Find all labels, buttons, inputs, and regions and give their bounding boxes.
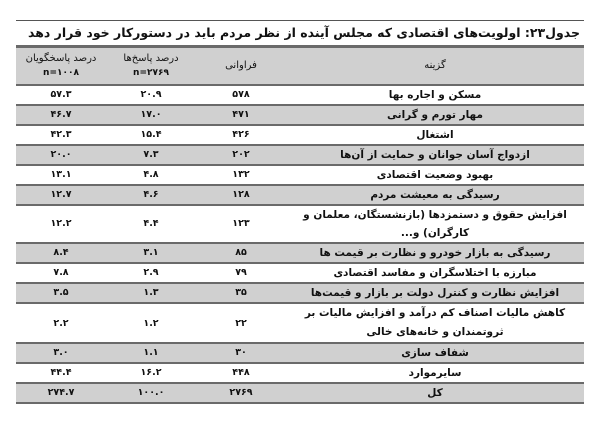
table-row xyxy=(16,105,584,125)
table-row xyxy=(16,165,584,185)
row-frequency: ۴۷۱ xyxy=(196,105,286,125)
total-pct-respondents: ۲۷۴.۷ xyxy=(16,383,106,403)
table-row xyxy=(16,145,584,165)
row-label: ازدواج آسان جوانان و حمایت از آن‌ها xyxy=(286,145,584,165)
row-pct-answers: ۳.۱ xyxy=(106,243,196,263)
row-pct-respondents: ۷.۸ xyxy=(16,263,106,283)
table-row xyxy=(16,303,584,343)
row-pct-answers: ۴.۸ xyxy=(106,165,196,185)
table-row xyxy=(16,125,584,145)
row-label: بهبود وضعیت اقتصادی xyxy=(286,165,584,185)
row-label: مهار تورم و گرانی xyxy=(286,105,584,125)
table-row xyxy=(16,283,584,303)
row-frequency: ۸۵ xyxy=(196,243,286,263)
header-pct-answers-label: درصد پاسخ‌ها xyxy=(123,53,179,64)
table-row xyxy=(16,363,584,383)
header-frequency: فراوانی xyxy=(196,47,286,86)
table-row xyxy=(16,185,584,205)
header-pct-answers-n: n=۲۷۶۹ xyxy=(133,68,169,78)
row-pct-answers: ۱.۲ xyxy=(106,303,196,343)
row-frequency: ۲۲ xyxy=(196,303,286,343)
header-pct-respondents-n: n=۱۰۰۸ xyxy=(43,68,79,78)
row-pct-answers: ۱.۳ xyxy=(106,283,196,303)
total-frequency: ۲۷۶۹ xyxy=(196,383,286,403)
row-pct-respondents: ۴۲.۳ xyxy=(16,125,106,145)
table-row xyxy=(16,205,584,243)
row-label: شفاف سازی xyxy=(286,343,584,363)
total-label: کل xyxy=(286,383,584,403)
row-pct-answers: ۱.۱ xyxy=(106,343,196,363)
row-pct-respondents: ۱۲.۷ xyxy=(16,185,106,205)
economic-priorities-table xyxy=(16,45,584,404)
row-pct-respondents: ۳.۰ xyxy=(16,343,106,363)
header-pct-answers xyxy=(106,47,196,86)
row-frequency: ۱۳۲ xyxy=(196,165,286,185)
total-pct-answers: ۱۰۰.۰ xyxy=(106,383,196,403)
row-pct-respondents: ۱۳.۱ xyxy=(16,165,106,185)
row-label: رسیدگی به معیشت مردم xyxy=(286,185,584,205)
header-row xyxy=(16,47,584,86)
row-label: سایرموارد xyxy=(286,363,584,383)
row-pct-respondents: ۵۷.۳ xyxy=(16,85,106,105)
row-pct-answers: ۷.۳ xyxy=(106,145,196,165)
table-title: جدول۲۳: اولویت‌های اقتصادی که مجلس آینده از نظر مردم باید در دستورکار خود قرار دهد xyxy=(27,25,580,40)
row-frequency: ۵۷۸ xyxy=(196,85,286,105)
header-option: گزینه xyxy=(286,47,584,86)
row-frequency: ۴۴۸ xyxy=(196,363,286,383)
row-pct-answers: ۴.۴ xyxy=(106,205,196,243)
row-frequency: ۲۰۲ xyxy=(196,145,286,165)
table-row xyxy=(16,85,584,105)
row-pct-respondents: ۴۴.۴ xyxy=(16,363,106,383)
table-row xyxy=(16,343,584,363)
row-frequency: ۳۰ xyxy=(196,343,286,363)
row-pct-respondents: ۸.۴ xyxy=(16,243,106,263)
row-pct-answers: ۱۵.۴ xyxy=(106,125,196,145)
row-pct-respondents: ۱۲.۲ xyxy=(16,205,106,243)
row-label: مبارزه با اختلاسگران و مفاسد اقتصادی xyxy=(286,263,584,283)
row-frequency: ۱۲۳ xyxy=(196,205,286,243)
row-pct-answers: ۱۶.۲ xyxy=(106,363,196,383)
row-pct-answers: ۲۰.۹ xyxy=(106,85,196,105)
row-pct-respondents: ۴۶.۷ xyxy=(16,105,106,125)
row-label: کاهش مالیات اصناف کم درآمد و افزایش مالیات بر ثروتمندان و خانه‌های خالی xyxy=(286,303,584,343)
row-label: رسیدگی به بازار خودرو و نظارت بر قیمت ها xyxy=(286,243,584,263)
table-row xyxy=(16,243,584,263)
row-pct-answers: ۴.۶ xyxy=(106,185,196,205)
row-label: اشتغال xyxy=(286,125,584,145)
table-row xyxy=(16,263,584,283)
table-document xyxy=(16,20,584,404)
header-pct-respondents-label: درصد پاسخگویان xyxy=(25,53,97,64)
row-frequency: ۴۲۶ xyxy=(196,125,286,145)
row-pct-answers: ۲.۹ xyxy=(106,263,196,283)
row-label: افزایش نظارت و کنترل دولت بر بازار و قیمت‌ها xyxy=(286,283,584,303)
row-pct-answers: ۱۷.۰ xyxy=(106,105,196,125)
row-pct-respondents: ۲.۲ xyxy=(16,303,106,343)
total-row xyxy=(16,383,584,403)
header-pct-respondents xyxy=(16,47,106,86)
row-frequency: ۳۵ xyxy=(196,283,286,303)
row-label: افزایش حقوق و دستمزدها (بازنشستگان، معلمان و کارگران) و... xyxy=(286,205,584,243)
row-pct-respondents: ۲۰.۰ xyxy=(16,145,106,165)
row-label: مسکن و اجاره بها xyxy=(286,85,584,105)
row-pct-respondents: ۳.۵ xyxy=(16,283,106,303)
row-frequency: ۷۹ xyxy=(196,263,286,283)
row-frequency: ۱۲۸ xyxy=(196,185,286,205)
